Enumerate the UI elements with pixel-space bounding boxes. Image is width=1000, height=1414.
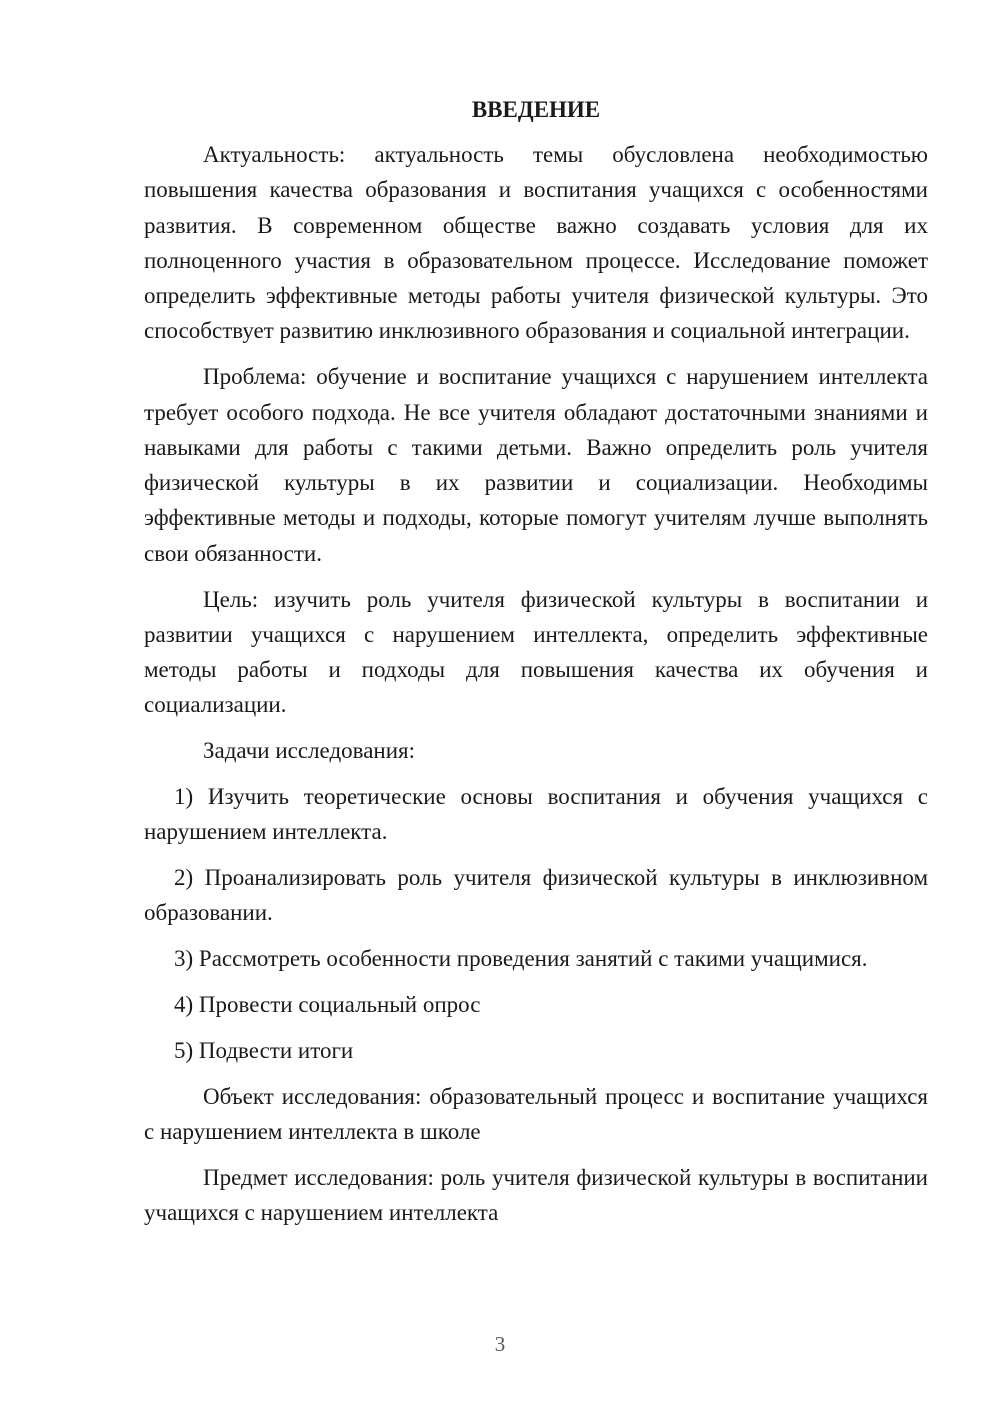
page-content <box>144 92 928 1241</box>
relevance-paragraph: Актуальность: актуальность темы обусловлена необходимостью повышения качества образования и воспитания учащихся с особенностями развития. В современном обществе важно создавать условия для их полноценного участия в образовательном процессе. Исследование поможет определить эффективные методы работы учителя физической культуры. Это способствует развитию инклюзивного образования и социальной интеграции. <box>144 142 928 344</box>
task-item-2: 2) Проанализировать роль учителя физической культуры в инклюзивном образовании. <box>144 865 928 926</box>
problem-paragraph: Проблема: обучение и воспитание учащихся с нарушением интеллекта требует особого подхода. Не все учителя обладают достаточными знаниями и навыками для работы с такими детьми. Важно определить роль учителя физической культуры в их развитии и социализации. Необходимы эффективные методы и подходы, которые помогут учителям лучше выполнять свои обязанности. <box>144 364 928 566</box>
tasks-heading: Задачи исследования: <box>203 738 416 764</box>
task-item-4: 4) Провести социальный опрос <box>174 992 481 1018</box>
goal-paragraph: Цель: изучить роль учителя физической культуры в воспитании и развитии учащихся с нарушением интеллекта, определить эффективные методы работы и подходы для повышения качества их обучения и социализации. <box>144 586 928 718</box>
page-number: 3 <box>494 1332 506 1356</box>
page-title: ВВЕДЕНИЕ <box>471 97 601 122</box>
task-item-1: 1) Изучить теоретические основы воспитания и обучения учащихся с нарушением интеллекта. <box>144 784 928 845</box>
subject-paragraph: Предмет исследования: роль учителя физической культуры в воспитании учащихся с нарушением интеллекта <box>144 1164 928 1226</box>
task-item-5: 5) Подвести итоги <box>174 1037 354 1063</box>
object-paragraph: Объект исследования: образовательный процесс и воспитание учащихся с нарушением интеллекта в школе <box>144 1083 928 1144</box>
task-item-3: 3) Рассмотреть особенности проведения занятий с такими учащимися. <box>174 946 868 972</box>
